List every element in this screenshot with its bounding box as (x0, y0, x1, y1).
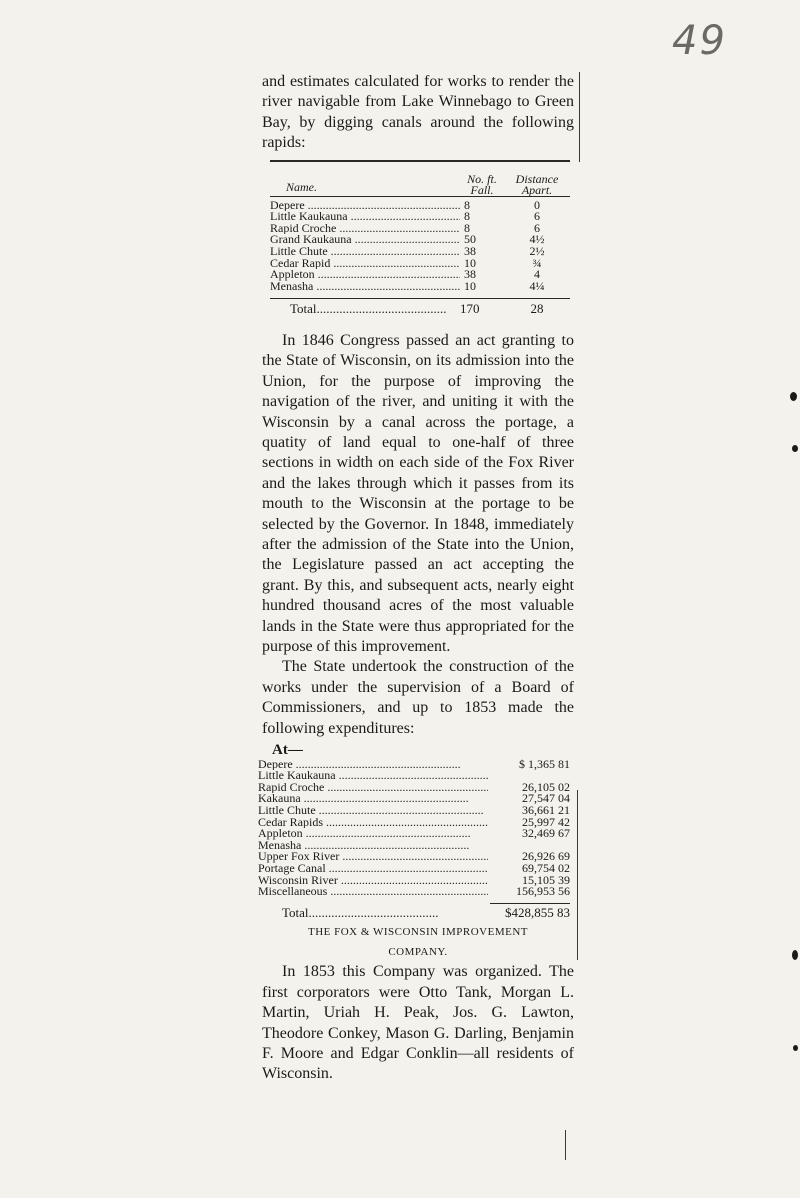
row-name: Rapid Croche ..... (258, 782, 488, 794)
total-amount: $428,855 83 (505, 904, 570, 920)
row-name: Upper Fox River ..... (258, 851, 488, 863)
rapids-table-header (270, 162, 570, 197)
row-amount: $ 1,365 81 (519, 756, 570, 771)
header-name: Name. (286, 180, 317, 195)
row-name: Appleton ..... (270, 269, 460, 281)
table-row (270, 234, 570, 246)
table-row (270, 278, 570, 293)
margin-mark (792, 950, 798, 960)
section-heading-line-1: THE FOX & WISCONSIN IMPROVEMENT (307, 926, 529, 939)
row-name: Rapid Croche ..... (270, 223, 460, 235)
row-name: Little Kaukauna ..... (270, 211, 460, 223)
row-amount: 25,997 42 (522, 814, 570, 829)
row-name: Cedar Rapid ..... (270, 258, 460, 270)
total-label: Total ..... (270, 303, 460, 315)
expenditures-table (258, 742, 570, 920)
row-fall: 38 (464, 244, 476, 258)
row-amount: 69,754 02 (522, 861, 570, 876)
row-name: Little Chute ..... (270, 246, 460, 258)
row-fall: 8 (464, 197, 470, 212)
row-fall: 8 (464, 220, 470, 235)
row-fall: 50 (464, 232, 476, 247)
header-distance: Distance Apart. (515, 171, 559, 197)
row-distance: 4 (534, 267, 540, 282)
table-row (270, 211, 570, 223)
section-heading-line-2: COMPANY. (388, 946, 448, 959)
table-row (270, 255, 570, 270)
section-heading (262, 922, 574, 962)
row-fall: 10 (464, 255, 476, 270)
row-name: Little Chute ..... (258, 805, 488, 817)
column-rule (577, 790, 578, 960)
row-distance: ¾ (532, 255, 542, 270)
column-rule (565, 1130, 566, 1160)
row-fall: 8 (464, 209, 470, 224)
row-distance: 0 (534, 197, 540, 212)
row-amount: 156,953 56 (516, 884, 570, 899)
text-column (258, 72, 574, 1085)
row-amount: 32,469 67 (522, 826, 570, 841)
row-fall: 10 (464, 278, 476, 293)
row-name: Little Kaukauna ..... (258, 770, 488, 782)
row-name: Grand Kaukauna ..... (270, 234, 460, 246)
row-distance: 6 (534, 209, 540, 224)
row-amount: 27,547 04 (522, 791, 570, 806)
column-rule (579, 72, 580, 162)
total-fall: 170 (460, 301, 480, 317)
row-distance: 4½ (529, 232, 545, 247)
table-row (270, 246, 570, 258)
table-row (258, 756, 570, 771)
total-label: Total ..... (258, 907, 484, 919)
rapids-table (270, 160, 570, 315)
paragraph-state-works: The State undertook the construction of the works under the supervision of a Board of Commissioners, and up to 1853 made the following expenditures: (262, 658, 574, 737)
row-amount: 36,661 21 (522, 803, 570, 818)
table-row (270, 197, 570, 212)
margin-mark (793, 1045, 798, 1051)
row-distance: 4¼ (529, 278, 545, 293)
header-fall: No. ft. Fall. (467, 171, 497, 197)
table-row (258, 828, 570, 840)
margin-mark (792, 445, 798, 452)
rapids-total-row (270, 298, 570, 315)
row-name: Portage Canal ..... (258, 863, 488, 875)
paragraph-1853: In 1853 this Company was organized. The first corporators were Otto Tank, Morgan L. Martin, Uriah H. Peak, Jos. G. Lawton, Theodore Conkey, Mason G. Darling, Benjamin F. Moore and Edgar Conklin—all residents of Wisconsin. (262, 963, 574, 1083)
row-name: Depere ..... (270, 200, 460, 212)
expenditures-total-row (258, 904, 570, 920)
row-name: Menasha ..... (258, 840, 488, 852)
row-amount: 26,105 02 (522, 779, 570, 794)
table-row (270, 269, 570, 281)
row-name: Depere ..... (258, 759, 488, 771)
row-amount: 15,105 39 (522, 872, 570, 887)
row-name: Miscellaneous ..... (258, 886, 488, 898)
row-distance: 6 (534, 220, 540, 235)
paragraph-1846: In 1846 Congress passed an act granting to the State of Wisconsin, on its admission into the Union, for the purpose of improving the navigation of the river, and uniting it with the Wisconsin by a canal across the portage, a quatity of land equal to one-half of three sections in width on each side of the Fox River and the lakes through which it passes from its mouth to the Wisconsin at the portage to be selected by the Governor. In 1848, immediately after the admission of the State into the Union, the Legislature passed an act accepting the grant. By this, and subsequent acts, nearly eight hundred thousand acres of the most valuable lands in the State were thus appropriated for the purpose of this improvement. (262, 331, 574, 656)
at-label: At— (272, 742, 303, 759)
row-amount: 26,926 69 (522, 849, 570, 864)
margin-mark (790, 392, 797, 401)
sum-rule (490, 903, 570, 904)
table-row (258, 886, 570, 898)
page-number: 49 (672, 18, 727, 64)
row-fall: 38 (464, 267, 476, 282)
row-name: Menasha ..... (270, 281, 460, 293)
row-name: Kakauna ..... (258, 793, 488, 805)
total-distance: 28 (530, 301, 544, 317)
row-name: Appleton ..... (258, 828, 488, 840)
table-row (270, 220, 570, 235)
intro-paragraph: and estimates calculated for works to render the river navigable from Lake Winnebago to Green Bay, by digging canals around the following rapids: (262, 73, 574, 152)
row-name: Cedar Rapids ..... (258, 817, 488, 829)
row-distance: 2½ (529, 244, 545, 258)
row-name: Wisconsin River ..... (258, 875, 488, 887)
